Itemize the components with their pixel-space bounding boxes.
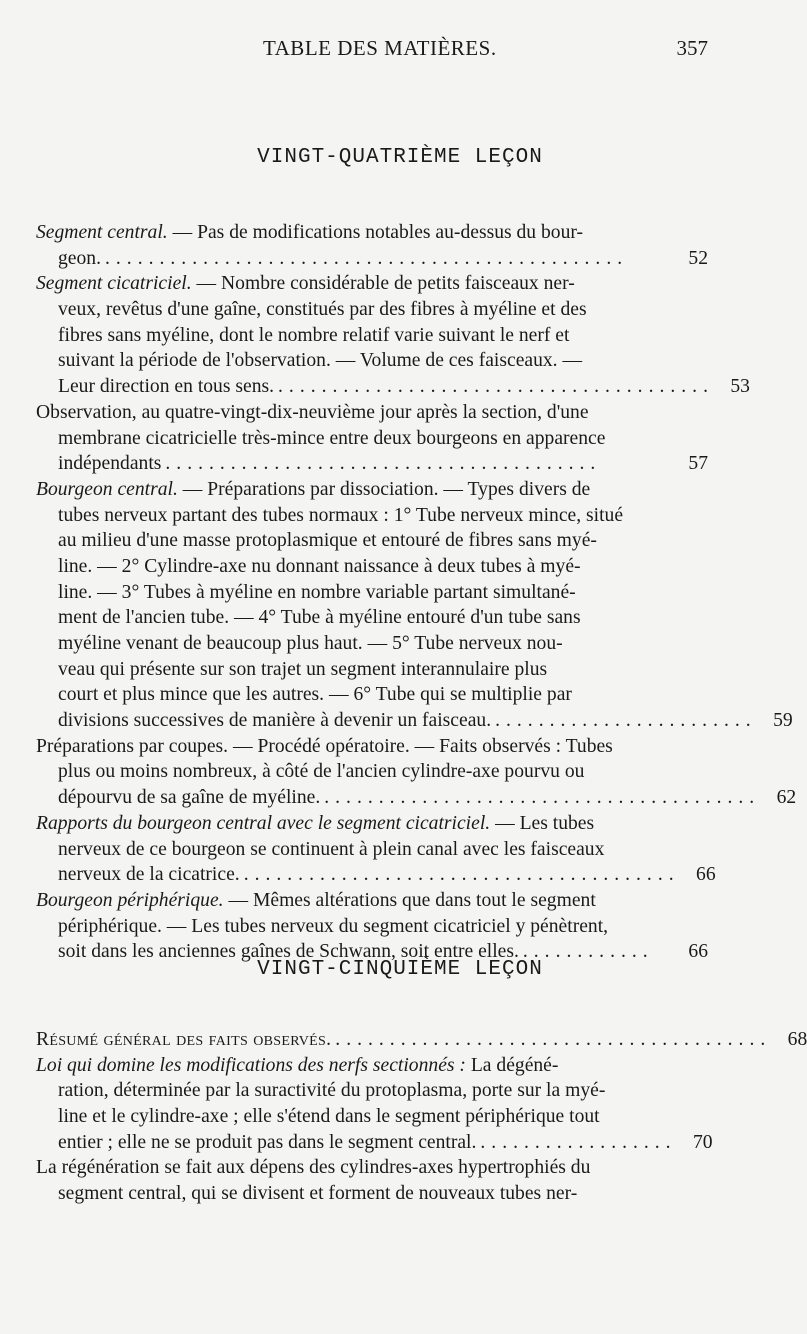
toc-entry: Observation, au quatre-vingt-dix-neuvième jour après la section, d'une membrane cicatricielle très-mince entre deux bourgeons en apparence indépendants ........................................ 57 bbox=[36, 400, 708, 477]
entry-page: 70 bbox=[692, 1131, 713, 1153]
entry-page: 59 bbox=[773, 710, 793, 732]
toc-entry: Bourgeon périphérique. — Mêmes altérations que dans tout le segment périphérique. — Les tubes nerveux du segment cicatriciel y pénètrent, soit dans les anciennes gaînes de Schwann, soit entre elles. ............ 66 bbox=[36, 888, 708, 965]
entry-lead: Segment central. bbox=[36, 222, 168, 243]
page-number: 357 bbox=[676, 36, 708, 60]
section-heading: VINGT-QUATRIÈME LEÇON bbox=[257, 146, 543, 169]
entry-page: 66 bbox=[688, 941, 708, 963]
entry-lead: Loi qui domine les modifications des nerfs sectionnés : bbox=[36, 1054, 466, 1076]
entry-page: 62 bbox=[776, 787, 797, 809]
entry-page: 68 bbox=[787, 1029, 807, 1050]
entry-page: 57 bbox=[688, 453, 708, 475]
entry-lead: Rapports du bourgeon central avec le segment cicatriciel. bbox=[36, 812, 491, 834]
toc-entry: Segment central. — Pas de modifications notables au-dessus du bour- geon. ................................................ 52 bbox=[36, 220, 708, 271]
toc-entry: Bourgeon central. — Préparations par dissociation. — Types divers de tubes nerveux partant des tubes normaux : 1° Tube nerveux mince, situé au milieu d'une masse protoplasmique et entouré de fibres sans myé- line. — 2° Cylindre-axe nu donnant naissance à deux tubes à myé- line. — 3° Tubes à myéline en nombre variable partant simultané- ment de l'ancien tube. — 4° Tube à myéline entouré d'un tube sans myéline venant de beaucoup plus haut. — 5° Tube nerveux nou- veau qui présente sur son trajet un segment interannulaire plus court et plus mince que les autres. — 6° Tube qui se multiplie par divisions successives de manière à devenir un faisceau. ........................ 59 bbox=[36, 477, 708, 734]
section-heading: VINGT-CINQUIÈME LEÇON bbox=[257, 958, 543, 981]
running-title: TABLE DES MATIÈRES. bbox=[263, 36, 497, 60]
toc-entry: Résumé général des faits observés. ........................................ 68 bbox=[36, 1027, 708, 1053]
entry-page: 66 bbox=[696, 864, 716, 886]
entry-lead: Bourgeon périphérique. bbox=[36, 889, 224, 911]
toc-entry: La régénération se fait aux dépens des cylindres-axes hypertrophiés du segment central, qui se divisent et forment de nouveaux tubes ner- bbox=[36, 1157, 591, 1205]
toc-section-1 bbox=[36, 220, 797, 965]
entry-lead: Résumé général des faits observés. bbox=[36, 1029, 332, 1050]
toc-entry: Rapports du bourgeon central avec le segment cicatriciel. — Les tubes nerveux de ce bourgeon se continuent à plein canal avec les faisceaux nerveux de la cicatrice. ........................................ 66 bbox=[36, 811, 708, 888]
toc-entry: Segment cicatriciel. — Nombre considérable de petits faisceaux ner- veux, revêtus d'une gaîne, constitués par des fibres à myéline et des fibres sans myéline, dont le nombre relatif varie suivant le nerf et suivant la période de l'observation. — Volume de ces faisceaux. — Leur direction en tous sens. ........................................ 53 bbox=[36, 271, 708, 399]
entry-page: 52 bbox=[688, 247, 708, 269]
entry-lead: Segment cicatriciel. bbox=[36, 273, 192, 295]
page-header bbox=[0, 36, 800, 66]
entry-page: 53 bbox=[730, 376, 750, 398]
entry-lead: Bourgeon central. bbox=[36, 478, 178, 500]
toc-entry: Préparations par coupes. — Procédé opératoire. — Faits observés : Tubes plus ou moins nombreux, à côté de l'ancien cylindre-axe pourvu ou dépourvu de sa gaîne de myéline. ........................................ 62 bbox=[36, 734, 708, 811]
toc-section-2 bbox=[36, 1027, 807, 1207]
toc-entry: Loi qui domine les modifications des nerfs sectionnés : La dégéné- ration, déterminée par la suractivité du protoplasma, porte sur la myé- line et le cylindre-axe ; elle s'étend dans le segment périphérique tout entier ; elle ne se produit pas dans le segment central. .................. 70 bbox=[36, 1053, 708, 1156]
